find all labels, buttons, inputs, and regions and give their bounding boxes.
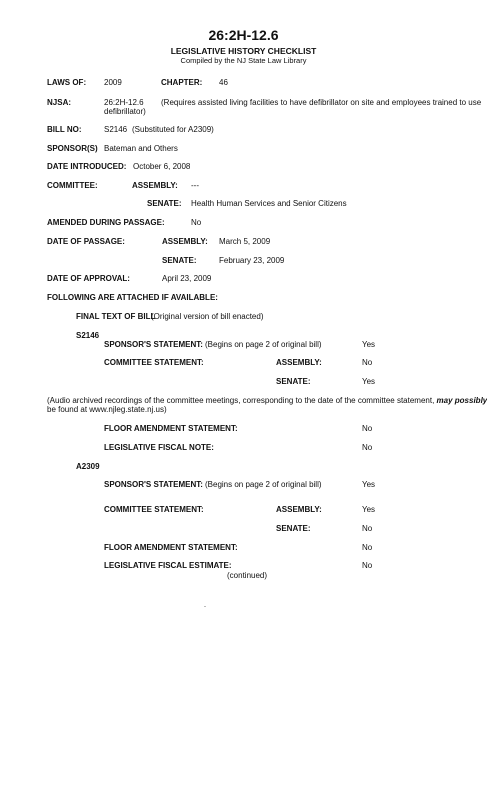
chapter-label: CHAPTER: bbox=[161, 78, 203, 87]
audio-note-text: (Audio archived recordings of the committee meetings, corresponding to the date of the committee statement, bbox=[47, 396, 435, 405]
committee-assembly-value: --- bbox=[191, 181, 199, 190]
laws-of-label: LAWS OF: bbox=[47, 78, 87, 87]
amended-value: No bbox=[191, 218, 202, 227]
compiled-by: Compiled by the NJ State Law Library bbox=[180, 56, 307, 65]
a2309-fiscal-estimate-label: LEGISLATIVE FISCAL ESTIMATE: bbox=[104, 561, 232, 570]
a2309-committee-assembly-label: ASSEMBLY: bbox=[276, 505, 322, 514]
committee-senate-label: SENATE: bbox=[147, 199, 182, 208]
a2309-committee-statement-label: COMMITTEE STATEMENT: bbox=[104, 505, 204, 514]
s2146-floor-amendment-value: No bbox=[362, 424, 373, 433]
a2309-floor-amendment-label: FLOOR AMENDMENT STATEMENT: bbox=[104, 543, 238, 552]
a2309-committee-senate-label: SENATE: bbox=[276, 524, 311, 533]
a2309-heading: A2309 bbox=[76, 462, 100, 471]
approval-label: DATE OF APPROVAL: bbox=[47, 274, 130, 283]
final-text-note: (Original version of bill enacted) bbox=[151, 312, 264, 321]
audio-note-cont: be found at www.njleg.state.nj.us) bbox=[47, 405, 167, 414]
s2146-sponsor-statement-value: Yes bbox=[362, 340, 376, 349]
a2309-committee-assembly-value: Yes bbox=[362, 505, 376, 514]
chapter-value: 46 bbox=[219, 78, 228, 87]
s2146-floor-amendment-label: FLOOR AMENDMENT STATEMENT: bbox=[104, 424, 238, 433]
s2146-committee-senate-value: Yes bbox=[362, 377, 376, 386]
s2146-fiscal-note-value: No bbox=[362, 443, 373, 452]
s2146-fiscal-note-label: LEGISLATIVE FISCAL NOTE: bbox=[104, 443, 214, 452]
s2146-sponsor-statement-label: SPONSOR'S STATEMENT: bbox=[104, 340, 203, 349]
njsa-description-cont: defibrillator) bbox=[104, 107, 146, 116]
approval-value: April 23, 2009 bbox=[162, 274, 212, 283]
s2146-committee-statement-label: COMMITTEE STATEMENT: bbox=[104, 358, 204, 367]
a2309-sponsor-statement-label: SPONSOR'S STATEMENT: bbox=[104, 480, 203, 489]
s2146-heading: S2146 bbox=[76, 331, 100, 340]
a2309-committee-senate-value: No bbox=[362, 524, 373, 533]
a2309-sponsor-statement-value: Yes bbox=[362, 480, 376, 489]
audio-note-emphasis: may possibly bbox=[436, 396, 487, 405]
date-introduced-value: October 6, 2008 bbox=[133, 162, 191, 171]
passage-assembly-value: March 5, 2009 bbox=[219, 237, 271, 246]
page-code: 26:2H-12.6 bbox=[208, 27, 279, 43]
njsa-value: 26:2H-12.6 bbox=[104, 98, 144, 107]
a2309-fiscal-estimate-value: No bbox=[362, 561, 373, 570]
committee-label: COMMITTEE: bbox=[47, 181, 98, 190]
njsa-description: (Requires assisted living facilities to have defibrillator on site and employees trained to use bbox=[161, 98, 482, 107]
laws-of-value: 2009 bbox=[104, 78, 122, 87]
a2309-floor-amendment-value: No bbox=[362, 543, 373, 552]
final-text-label: FINAL TEXT OF BILL bbox=[76, 312, 156, 321]
amended-label: AMENDED DURING PASSAGE: bbox=[47, 218, 165, 227]
s2146-committee-assembly-label: ASSEMBLY: bbox=[276, 358, 322, 367]
passage-assembly-label: ASSEMBLY: bbox=[162, 237, 208, 246]
committee-assembly-label: ASSEMBLY: bbox=[132, 181, 178, 190]
bill-no-note: (Substituted for A2309) bbox=[132, 125, 214, 134]
date-introduced-label: DATE INTRODUCED: bbox=[47, 162, 127, 171]
committee-senate-value: Health Human Services and Senior Citizens bbox=[191, 199, 347, 208]
passage-senate-value: February 23, 2009 bbox=[219, 256, 285, 265]
page-title: LEGISLATIVE HISTORY CHECKLIST bbox=[170, 46, 317, 56]
scan-speck bbox=[204, 606, 206, 607]
passage-label: DATE OF PASSAGE: bbox=[47, 237, 125, 246]
a2309-sponsor-statement-note: (Begins on page 2 of original bill) bbox=[205, 480, 322, 489]
s2146-sponsor-statement-note: (Begins on page 2 of original bill) bbox=[205, 340, 322, 349]
bill-no-label: BILL NO: bbox=[47, 125, 82, 134]
bill-no-value: S2146 bbox=[104, 125, 128, 134]
attached-heading: FOLLOWING ARE ATTACHED IF AVAILABLE: bbox=[47, 293, 218, 302]
continued-note: (continued) bbox=[227, 571, 268, 580]
sponsors-value: Bateman and Others bbox=[104, 144, 178, 153]
s2146-committee-assembly-value: No bbox=[362, 358, 373, 367]
s2146-committee-senate-label: SENATE: bbox=[276, 377, 311, 386]
njsa-label: NJSA: bbox=[47, 98, 72, 107]
sponsors-label: SPONSOR(S) bbox=[47, 144, 98, 153]
passage-senate-label: SENATE: bbox=[162, 256, 197, 265]
